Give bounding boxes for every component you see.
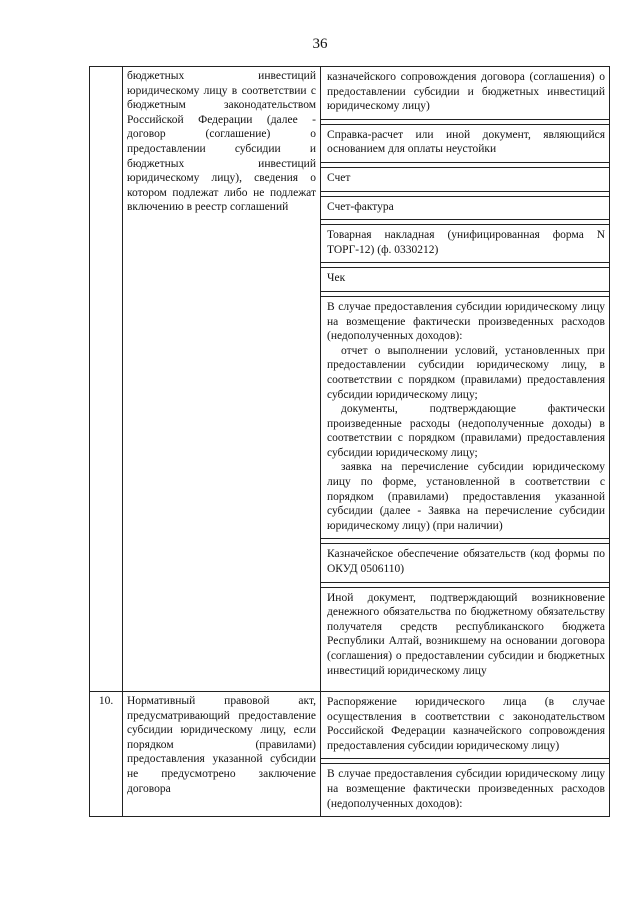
document-item-subsidy-reimbursement: [321, 296, 609, 540]
row-description: Нормативный правовой акт, предусматривающий предоставление субсидии юридическому лицу, если порядком (правилами) предоставления указанной субсидии не предусмотрено заключение договора: [123, 692, 321, 817]
table-row: [90, 67, 610, 692]
document-item: Счет-фактура: [321, 196, 609, 221]
row-documents: [321, 692, 610, 817]
document-subitem: документы, подтверждающие фактически произведенные расходы (недополученные доходы) в соответствии с порядком (правилами) предоставления субсидии юридическому лицу;: [327, 403, 605, 459]
document-item: казначейского сопровождения договора (соглашения) о предоставлении субсидии и бюджетных инвестиций юридическому лицу): [321, 67, 609, 120]
table-row: [90, 692, 610, 817]
page-number: 36: [312, 36, 328, 52]
row-number: 10.: [90, 692, 123, 817]
row-description: бюджетных инвестиций юридическому лицу в соответствии с бюджетным законодательством Российской Федерации (далее - договор (соглашение) о предоставлении субсидии и бюджетных инвестиций юридическому лицу), сведения о котором подлежат либо не подлежат включению в реестр соглашений: [123, 67, 321, 692]
document-item: Казначейское обеспечение обязательств (код формы по ОКУД 0506110): [321, 543, 609, 582]
documents-table: [89, 66, 610, 817]
document-subitem: отчет о выполнении условий, установленных при предоставлении субсидии юридическому лицу, в соответствии с порядком (правилами) предоставления субсидии юридическому лицу;: [327, 344, 605, 401]
document-item: В случае предоставления субсидии юридическому лицу на возмещение фактически произведенных расходов (недополученных доходов):: [321, 763, 609, 816]
document-subitem: заявка на перечисление субсидии юридическому лицу по форме, установленной в соответствии с порядком (правилами) предоставления указанной субсидии (далее - Заявка на перечисление субсидии юридическому лицу) (при наличии): [327, 461, 605, 532]
document-item: Чек: [321, 267, 609, 292]
document-item: Счет: [321, 167, 609, 192]
document-item: Распоряжение юридического лица (в случае осуществления в соответствии с законодательством Российской Федерации казначейского сопровождения предоставления субсидии юридическому лицу): [321, 692, 609, 759]
document-item-intro: В случае предоставления субсидии юридическому лицу на возмещение фактически произведенных расходов (недополученных доходов):: [327, 300, 605, 343]
row-documents: [321, 67, 610, 692]
row-number: [90, 67, 123, 692]
document-item: Товарная накладная (унифицированная форма N ТОРГ-12) (ф. 0330212): [321, 224, 609, 263]
document-item: Справка-расчет или иной документ, являющийся основанием для оплаты неустойки: [321, 124, 609, 163]
document-item: Иной документ, подтверждающий возникновение денежного обязательства по бюджетному обязательству получателя средств республиканского бюджета Республики Алтай, возникшему на основании договора (соглашения) о предоставлении субсидии и бюджетных инвестиций юридическому лицу: [321, 587, 609, 684]
